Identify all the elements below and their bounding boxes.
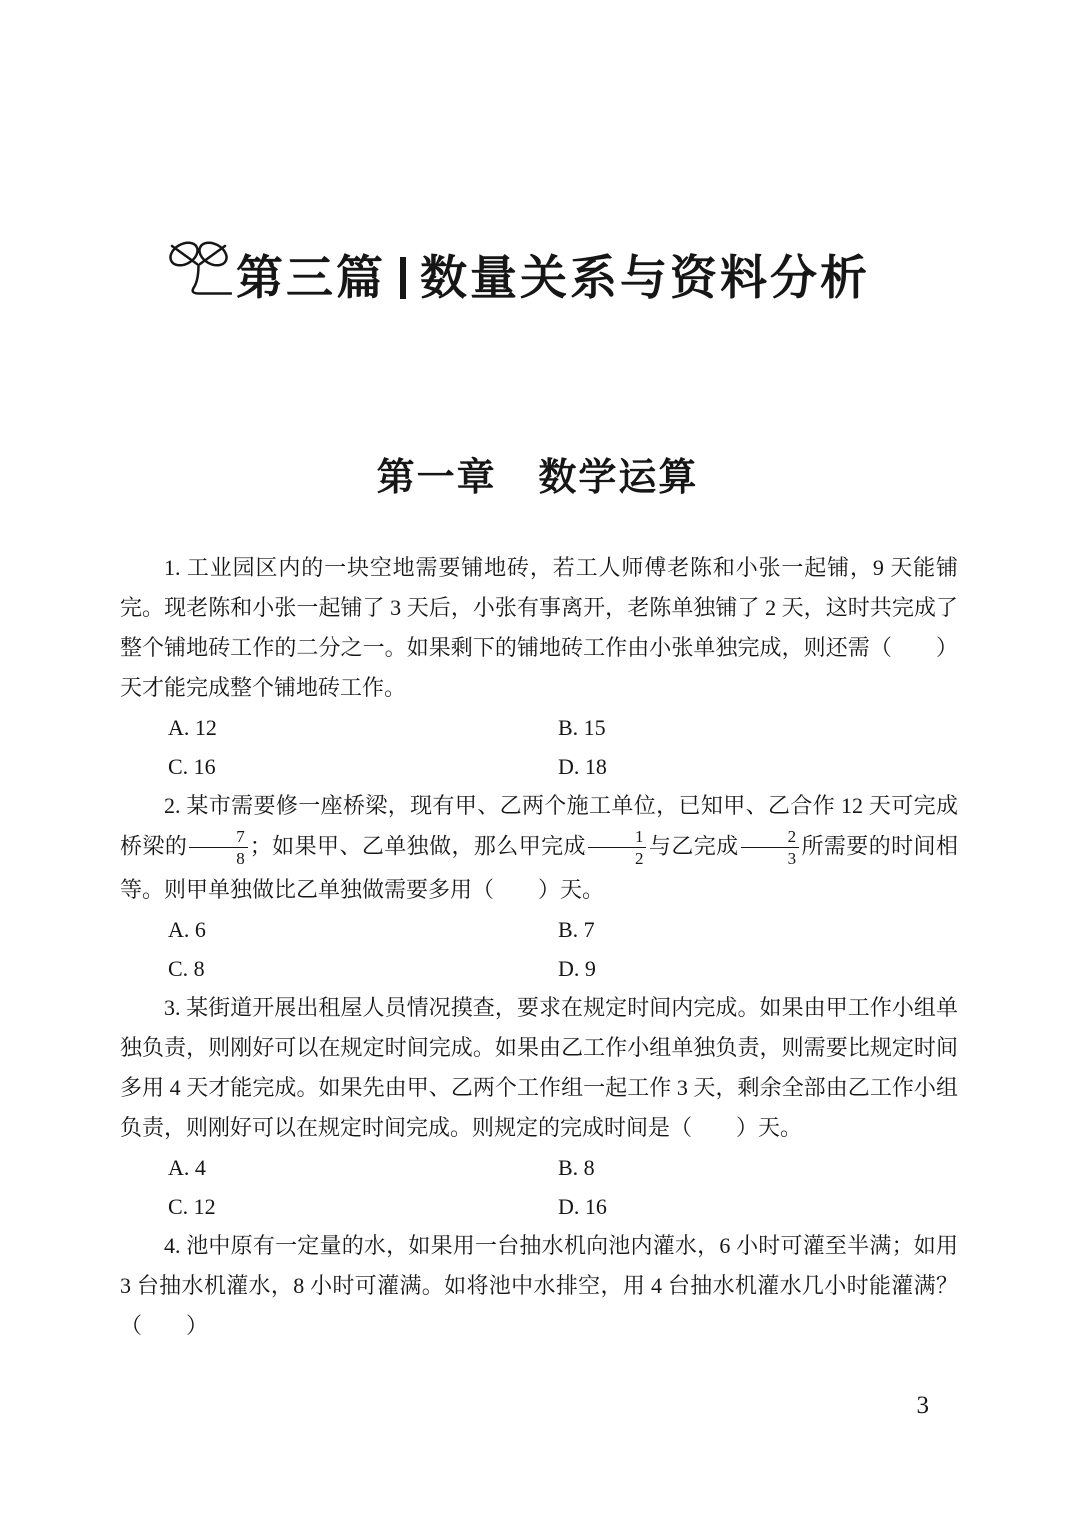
question-3-option-C: C. 12 [168, 1193, 216, 1219]
fraction-1-2: $\frac{1}{2}$ [588, 826, 647, 870]
question-2-option-B: B. 7 [558, 916, 595, 942]
part-title-text: 数量关系与资料分析 [420, 251, 870, 304]
question-1-option-B: B. 15 [558, 715, 606, 740]
question-3-stem: 3. 某街道开展出租屋人员情况摸查，要求在规定时间内完成。如果由甲工作小组单独负责，则刚好可以在规定时间完成。如果由乙工作小组单独负责，则需要比规定时间多用 4 天才能完成。如果先由甲、乙两个工作组一起工作 3 天，剩余全部由乙工作小组负责，则刚好可以在规定时间完成。则规定的完成时间是（ ）天。 [120, 994, 958, 1140]
question-3-option-D: D. 16 [558, 1193, 607, 1219]
question-1-options [120, 708, 958, 786]
page-number: 3 [916, 1392, 929, 1419]
question-1-option-A: A. 12 [168, 715, 217, 740]
question-2-option-A: A. 6 [168, 916, 206, 942]
question-2-options [120, 910, 958, 988]
question-1-stem: 1. 工业园区内的一块空地需要铺地砖，若工人师傅老陈和小张一起铺，9 天能铺完。现老陈和小张一起铺了 3 天后，小张有事离开，老陈单独铺了 2 天，这时共完成了整个铺地砖工作的二分之一。如果剩下的铺地砖工作由小张单独完成，则还需（ ）天才能完成整个铺地砖工作。 [120, 555, 958, 700]
question-2-option-D: D. 9 [558, 955, 596, 981]
question-1-option-D: D. 18 [558, 754, 607, 779]
part-title [236, 252, 870, 304]
question-list [120, 548, 958, 1346]
title-divider-bar [400, 257, 406, 299]
sprout-icon [166, 238, 232, 298]
fraction-2-3: $\frac{2}{3}$ [741, 826, 800, 870]
part-label: 第三篇 [236, 251, 386, 304]
part-header [166, 238, 870, 304]
chapter-heading [0, 446, 1075, 501]
question-3-options [120, 1148, 958, 1226]
question-3-option-A: A. 4 [168, 1154, 206, 1180]
question-3-option-B: B. 8 [558, 1154, 595, 1180]
fraction-7-8: $\frac{7}{8}$ [189, 826, 248, 870]
chapter-title: 数学运算 [538, 457, 699, 499]
question-2-stem: 2. 某市需要修一座桥梁，现有甲、乙两个施工单位，已知甲、乙合作 12 天可完成桥梁的 $\frac{7}{8}$ ；如果甲、乙单独做，那么甲完成 $\frac{1}{2}$ 与乙完成 $\frac{2}{3}$ 所需要的时间相等。则甲单独做比乙单独做需要多用（ ）天。 [120, 793, 958, 902]
question-2-option-C: C. 8 [168, 955, 205, 981]
question-4-stem: 4. 池中原有一定量的水，如果用一台抽水机向池内灌水，6 小时可灌至半满；如用 3 台抽水机灌水，8 小时可灌满。如将池中水排空，用 4 台抽水机灌水几小时能灌满？（ ） [120, 1232, 958, 1338]
chapter-label: 第一章 [376, 457, 497, 499]
question-1-option-C: C. 16 [168, 754, 216, 779]
